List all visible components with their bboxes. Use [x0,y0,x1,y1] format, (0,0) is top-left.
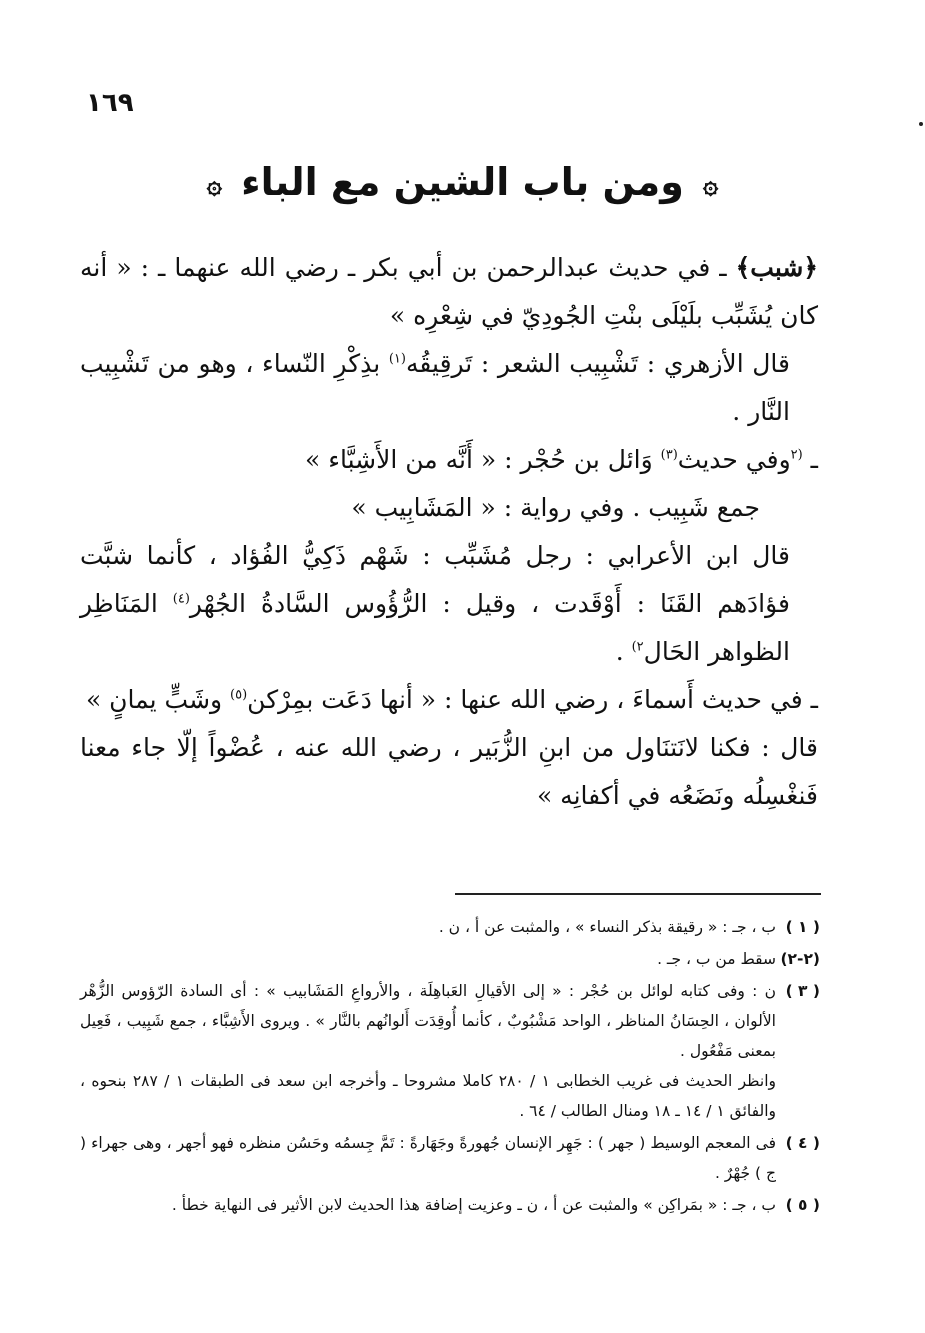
title-ornament-right-icon: ۞ [703,169,719,200]
footnote-text: ب ، جـ : « رقيقة بذكر النساء » ، والمثبت عن أ ، ن . [438,918,776,936]
footnote-ref: (٥) [230,687,248,703]
footnote-text: ب ، جـ : « بمَراكِن » والمثبت عن أ ، ن ـ وعزيت إضافة هذا الحديث لابن الأثير فى النهاية خطأ . [171,1196,776,1214]
paragraph-wail [80,436,818,484]
paragraph-shabib: جمع شَبِيب . وفي رواية : « المَشَابِيب » [351,493,760,522]
text-run: ـ [802,445,818,474]
paragraph-azhari [80,340,818,436]
footnote-number: (٢-٢) [780,950,820,968]
footnote-number: ( ٤ ) [785,1134,820,1152]
footnote-ref: (٢ [790,447,803,463]
text-run: بذِكْرِ النّساء ، وهو من تَشْبِيب النَّار . [80,349,790,426]
margin-dot [919,122,923,126]
text-run: قال ابن الأعرابي : رجل مُشَبِّب : شَهْم ذَكِيُّ الفُؤاد ، كأنما شبَّت فؤادَهم القَنَا : أَوْقَدت ، وقيل : الرُّؤُوس السَّادةُ الجُهْر [80,541,790,618]
footnote-text: سقط من ب ، جـ . [657,950,776,968]
text-run: . [615,637,632,666]
text-run: وفي حديث [677,445,791,474]
chapter-title-text: ومن باب الشين مع الباء [241,160,684,204]
footnote-number: ( ٥ ) [785,1196,820,1214]
text-run: ـ في حديث أَسماءَ ، رضي الله عنها : « أنها دَعَت بمِرْكن [247,685,818,714]
footnote-ref: (٤) [172,591,190,607]
footnote-5 [80,1190,820,1220]
paragraph-zubair: قال : فكنا لانَتنَاول من ابنِ الزُّبَير ، رضي الله عنه ، عُضْواً إلّا جاء معنا فَنغْسِلُه ونَضَعُه في أكفانِه » [80,733,818,810]
footnote-2 [80,944,820,974]
main-text [80,244,818,820]
entry-shabab [80,244,818,340]
footnote-text: فى المعجم الوسيط ( جهر ) : جَهِر الإنسان جُهورةً وجَهَارةً : تَمَّ جِسمُه وحَسُن منظره فهو أجهر ، وهى جهراء ( ج ) جُهْرٌ . [80,1134,776,1182]
footnote-1 [80,912,820,942]
text-run: قال الأزهري : تَشْبِيب الشعر : تَرقِيقُه [405,349,790,378]
text-run: المَنَاظِر الظواهر الحَال [80,589,790,666]
footnote-ref: (١) [388,351,406,367]
paragraph-asma [80,676,818,724]
footnote-number: ( ٣ ) [785,982,820,1000]
footnote-divider [455,893,821,895]
footnote-text-continued: وانظر الحديث فى غريب الخطابى ١ / ٢٨٠ كاملا مشروحا ـ وأخرجه ابن سعد فى الطبقات ١ / ٢٨٧ بنحوه ، والفائق ١ / ١٤ ـ ١٨ ومنال الطالب / ٦٤ . [80,1072,777,1120]
footnote-ref: ٢) [631,639,644,655]
paragraph-ibn-arabi [80,532,818,676]
text-run: وشَبٍّ يمانٍ » [85,685,231,714]
footnote-number: ( ١ ) [785,918,820,936]
footnote-ref: (٣) [660,447,678,463]
title-ornament-left-icon: ۞ [206,169,222,200]
footnote-text: ن : وفى كتابه لوائل بن حُجْر : « إلى الأقيالِ العَباهِلَة ، والأرواعِ المَشَابيب » : أى السادة الرّؤوس الزُّهْر الألوان ، الحِسَانُ المناظر ، الواحد مَشْبُوبٌ ، كأنما أُوقِدَت أَلوانُهم بالنَّار » . ويروى الأَشِبَّاء ، جمع شَبِيب ، فَعِيل بمعنى مَفْعُول . [80,982,776,1060]
entry-text: ـ في حديث عبدالرحمن بن أبي بكر ـ رضي الله عنهما ـ : « أنه كان يُشَبِّب بلَيْلَى بنْتِ الجُودِيّ في شِعْرِه » [80,253,818,330]
footnote-3 [80,976,820,1126]
chapter-title [0,160,925,204]
text-run: وَائل بن حُجْر : « أَنَّه من الأَشِبَّاء » [305,445,661,474]
footnote-4 [80,1128,820,1188]
entry-headword: ﴿شبب﴾ [735,253,818,282]
footnotes [80,912,820,1222]
page-number: ١٦٩ [86,88,134,118]
